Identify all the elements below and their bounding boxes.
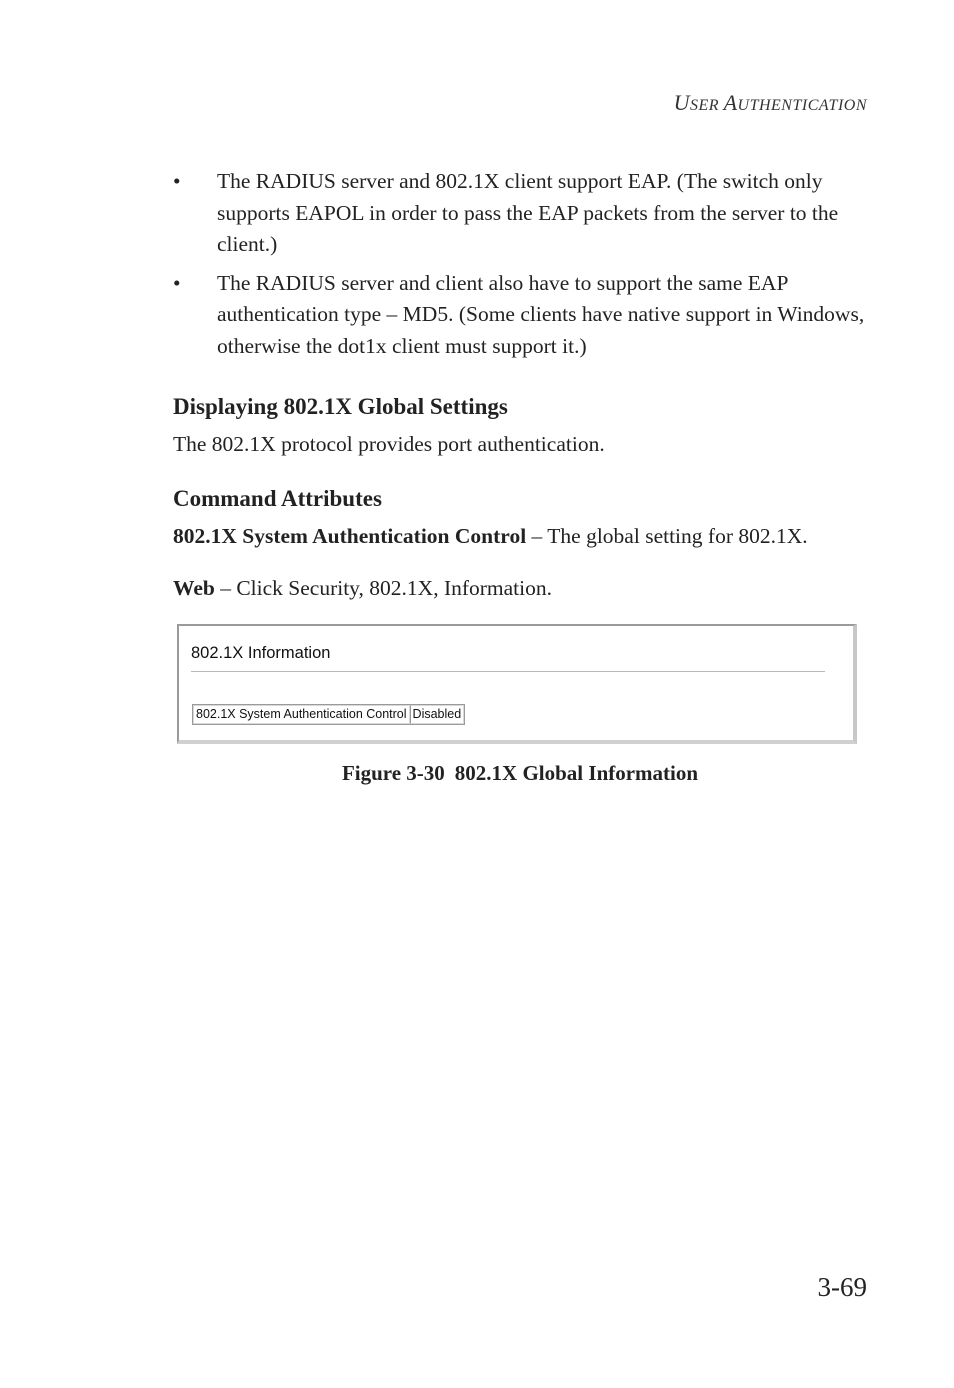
info-table-label-cell: 802.1X System Authentication Control <box>193 705 410 724</box>
requirements-list <box>173 166 873 369</box>
info-table <box>192 704 465 725</box>
figure-caption-text: 802.1X Global Information <box>454 761 699 785</box>
running-header-part: A <box>723 90 738 115</box>
list-item-text: The RADIUS server and client also have to support the same EAP authentication type – MD5. (Some clients have native support in Windows, otherwise the dot1x client must support it.) <box>217 270 865 358</box>
bullet-icon: • <box>173 169 181 193</box>
attribute-text: – The global setting for 802.1X. <box>526 524 808 548</box>
running-header-part: U <box>673 90 691 115</box>
attribute-name: 802.1X System Authentication Control <box>173 524 527 548</box>
bullet-icon: • <box>173 270 181 295</box>
info-table-value-cell: Disabled <box>410 705 465 724</box>
section-heading: Displaying 802.1X Global Settings <box>173 394 508 419</box>
web-text: – Click Security, 802.1X, Information. <box>214 576 553 600</box>
figure-page-title: 802.1X Information <box>191 644 331 662</box>
web-label: Web <box>173 576 215 600</box>
attribute-description <box>173 524 808 549</box>
figure-divider <box>191 671 825 673</box>
list-item-text: The RADIUS server and 802.1X client support EAP. (The switch only supports EAPOL in order to pass the EAP packets from the server to the client.) <box>217 169 839 256</box>
page-number: 3-69 <box>817 1272 867 1302</box>
command-attributes-heading: Command Attributes <box>173 486 382 511</box>
figure-screenshot <box>177 624 857 744</box>
figure-caption <box>0 761 954 786</box>
running-header-part: SER <box>690 97 724 114</box>
web-instruction <box>173 576 552 601</box>
section-intro: The 802.1X protocol provides port authentication. <box>173 432 605 456</box>
figure-caption-number: Figure 3-30 <box>341 761 445 785</box>
running-header <box>674 90 867 116</box>
list-item <box>173 268 873 363</box>
list-item <box>173 166 873 261</box>
running-header-part: UTHENTICATION <box>737 97 867 114</box>
